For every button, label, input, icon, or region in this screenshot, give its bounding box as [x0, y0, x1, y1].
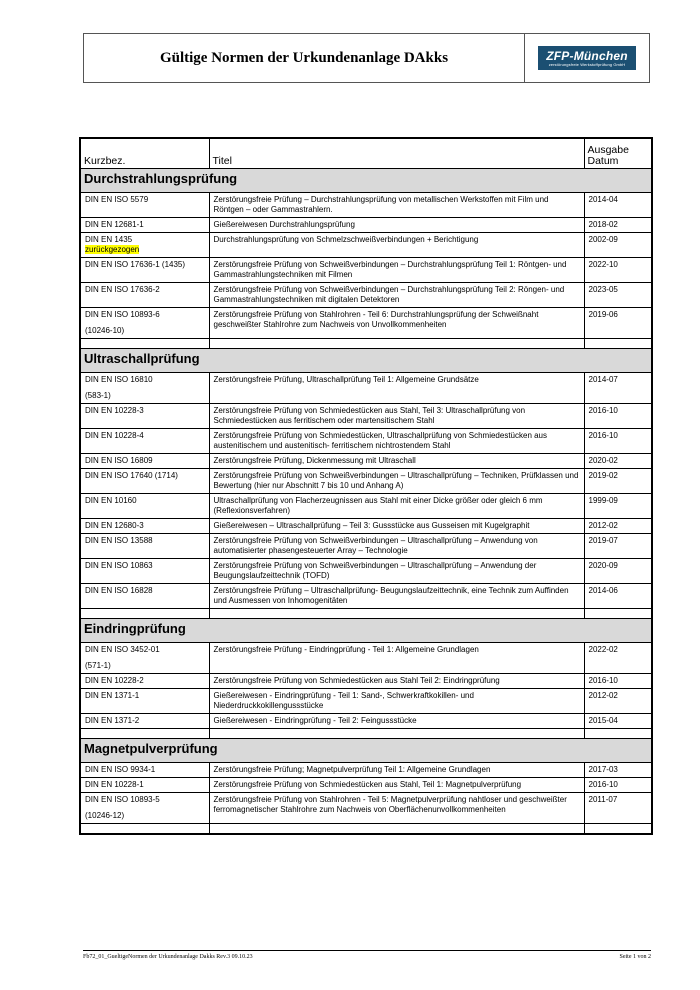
norm-code: DIN EN 10228-3 — [85, 406, 144, 415]
norm-title: Gießereiwesen – Ultraschallprüfung – Teil 3: Gussstücke aus Gusseisen mit Kugelgraphit — [209, 519, 584, 534]
norm-title: Gießereiwesen - Eindringprüfung - Teil 2: Feingussstücke — [209, 714, 584, 729]
norm-title: Zerstörungsfreie Prüfung von Stahlrohren - Teil 5: Magnetpulverprüfung nahtloser und geschweißter ferromagnetischer Stahlrohre zum Nachweis von Oberflächenunvollkommenheiten — [209, 793, 584, 824]
table-row — [80, 469, 652, 494]
norm-code: DIN EN 1371-1 — [85, 691, 140, 700]
norm-code-cell — [80, 519, 209, 534]
norm-code-cell — [80, 404, 209, 429]
norms-table-body — [80, 138, 652, 834]
norm-code-cell — [80, 534, 209, 559]
table-row — [80, 308, 652, 339]
spacer-cell — [80, 609, 209, 619]
logo-cell — [525, 34, 649, 82]
section-title: Ultraschallprüfung — [80, 349, 652, 373]
norm-date: 2014-07 — [584, 373, 652, 404]
norm-code: DIN EN 1435 — [85, 235, 133, 244]
norm-code-cell — [80, 689, 209, 714]
norm-date: 2019-07 — [584, 534, 652, 559]
norm-date: 2019-06 — [584, 308, 652, 339]
former-norm-code: (10246-10) — [85, 326, 125, 335]
norm-code: DIN EN ISO 17636-2 — [85, 285, 160, 294]
table-row — [80, 778, 652, 793]
norm-code: DIN EN 10228-1 — [85, 780, 144, 789]
table-row — [80, 763, 652, 778]
norm-code: DIN EN ISO 16810 — [85, 375, 153, 384]
norm-code: DIN EN 10228-2 — [85, 676, 144, 685]
norm-code: DIN EN ISO 16828 — [85, 586, 153, 595]
norm-date: 2020-09 — [584, 559, 652, 584]
norm-date: 2018-02 — [584, 218, 652, 233]
norm-code-cell — [80, 218, 209, 233]
norm-code-cell — [80, 494, 209, 519]
spacer-cell — [584, 339, 652, 349]
norm-code: DIN EN 1371-2 — [85, 716, 140, 725]
norm-title: Zerstörungsfreie Prüfung; Magnetpulverprüfung Teil 1: Allgemeine Grundlagen — [209, 763, 584, 778]
norm-code: DIN EN 10160 — [85, 496, 137, 505]
norm-code-cell — [80, 454, 209, 469]
norm-code: DIN EN 12680-3 — [85, 521, 144, 530]
norm-title: Gießereiwesen Durchstrahlungsprüfung — [209, 218, 584, 233]
norm-title: Zerstörungsfreie Prüfung von Schmiedestücken, Ultraschallprüfung von Schmiedestücken aus austenitischem und austenitisch- ferritischem nichtrostendem Stahl — [209, 429, 584, 454]
norm-title: Zerstörungsfreie Prüfung von Schweißverbindungen – Ultraschallprüfung – Anwendung von automatisierter phasengesteuerter Array – Technologie — [209, 534, 584, 559]
norm-title: Zerstörungsfreie Prüfung, Ultraschallprüfung Teil 1: Allgemeine Grundsätze — [209, 373, 584, 404]
section-title: Magnetpulverprüfung — [80, 739, 652, 763]
spacer-cell — [209, 339, 584, 349]
spacer-cell — [209, 729, 584, 739]
table-row — [80, 494, 652, 519]
norm-date: 2017-03 — [584, 763, 652, 778]
norm-title: Zerstörungsfreie Prüfung - Eindringprüfung - Teil 1: Allgemeine Grundlagen — [209, 643, 584, 674]
section-title: Durchstrahlungsprüfung — [80, 169, 652, 193]
norm-code: DIN EN ISO 13588 — [85, 536, 153, 545]
norm-code: DIN EN ISO 3452-01 — [85, 645, 160, 654]
column-header-title: Titel — [209, 138, 584, 169]
norm-date: 2022-10 — [584, 258, 652, 283]
spacer-cell — [80, 729, 209, 739]
norm-title: Zerstörungsfreie Prüfung – Ultraschallprüfung- Beugungslaufzeittechnik, eine Technik zum Auffinden und Ausmessen von Inhomogenitäten — [209, 584, 584, 609]
norm-code-cell — [80, 373, 209, 404]
norm-date: 2020-02 — [584, 454, 652, 469]
norm-title: Zerstörungsfreie Prüfung von Schmiedestücken aus Stahl, Teil 3: Ultraschallprüfung von Schmiedestücken aus ferritischem oder martensitischem Stahl — [209, 404, 584, 429]
spacer-cell — [80, 339, 209, 349]
norm-date: 2012-02 — [584, 689, 652, 714]
norm-date: 1999-09 — [584, 494, 652, 519]
table-row — [80, 519, 652, 534]
spacer-cell — [584, 824, 652, 835]
logo-subtext: zerstörungsfreie Werkstoffprüfung GmbH — [548, 61, 626, 67]
table-row — [80, 714, 652, 729]
table-header-row — [80, 138, 652, 169]
norm-date: 2012-02 — [584, 519, 652, 534]
norm-date: 2016-10 — [584, 404, 652, 429]
footer-document-ref: Fb72_01_GueltigeNormen der Urkundenanlage Dakks Rev.3 09.10.23 — [83, 954, 253, 960]
norm-code-cell — [80, 469, 209, 494]
table-row — [80, 643, 652, 674]
table-row — [80, 793, 652, 824]
norm-code-cell — [80, 714, 209, 729]
footer-page-number: Seite 1 von 2 — [619, 954, 651, 960]
section-row — [80, 739, 652, 763]
norm-code-cell — [80, 674, 209, 689]
company-logo — [538, 46, 636, 70]
norm-code: DIN EN ISO 9934-1 — [85, 765, 156, 774]
spacer-cell — [209, 609, 584, 619]
norm-date: 2016-10 — [584, 674, 652, 689]
spacer-cell — [584, 609, 652, 619]
norm-code: DIN EN ISO 17640 (1714) — [85, 471, 178, 480]
former-norm-code: (583-1) — [85, 391, 111, 400]
norm-title: Zerstörungsfreie Prüfung von Schweißverbindungen – Durchstrahlungsprüfung Teil 1: Röntgen- und Gammastrahlungstechniken mit Filmen — [209, 258, 584, 283]
norm-code: DIN EN ISO 10893-5 — [85, 795, 160, 804]
logo-text: ZFP-München — [546, 48, 628, 63]
spacer-row — [80, 824, 652, 835]
spacer-row — [80, 339, 652, 349]
norm-code-cell — [80, 258, 209, 283]
section-row — [80, 619, 652, 643]
norm-title: Zerstörungsfreie Prüfung von Schweißverbindungen – Durchstrahlungsprüfung Teil 2: Röngen- und Gammastrahlungstechniken mit digitalen Detektoren — [209, 283, 584, 308]
norm-date: 2023-05 — [584, 283, 652, 308]
norm-code-cell — [80, 429, 209, 454]
norm-code-cell — [80, 559, 209, 584]
norm-title: Zerstörungsfreie Prüfung, Dickenmessung mit Ultraschall — [209, 454, 584, 469]
norm-code-cell — [80, 763, 209, 778]
norm-title: Zerstörungsfreie Prüfung von Schweißverbindungen – Ultraschallprüfung – Techniken, Prüfklassen und Bewertung (hier nur Abschnitt 7 bis 10 und Anhang A) — [209, 469, 584, 494]
column-header-code: Kurzbez. — [80, 138, 209, 169]
document-header — [83, 33, 650, 83]
norm-code: DIN EN ISO 16809 — [85, 456, 153, 465]
spacer-cell — [584, 729, 652, 739]
norm-code-cell — [80, 793, 209, 824]
norm-date: 2016-10 — [584, 778, 652, 793]
norm-date: 2016-10 — [584, 429, 652, 454]
spacer-row — [80, 729, 652, 739]
norm-code: DIN EN ISO 5579 — [85, 195, 149, 204]
table-row — [80, 534, 652, 559]
norm-date: 2011-07 — [584, 793, 652, 824]
norm-code-cell — [80, 643, 209, 674]
former-norm-code: (10246-12) — [85, 811, 125, 820]
table-row — [80, 258, 652, 283]
spacer-row — [80, 609, 652, 619]
norm-date: 2015-04 — [584, 714, 652, 729]
norm-code-cell — [80, 778, 209, 793]
norm-code: DIN EN ISO 17636-1 (1435) — [85, 260, 186, 269]
section-row — [80, 349, 652, 373]
norm-title: Gießereiwesen - Eindringprüfung - Teil 1: Sand-, Schwerkraftkokillen- und Niederdruckkokillengussstücke — [209, 689, 584, 714]
table-row — [80, 233, 652, 258]
table-row — [80, 559, 652, 584]
norm-title: Ultraschallprüfung von Flacherzeugnissen aus Stahl mit einer Dicke größer oder gleich 6 mm (Reflexionsverfahren) — [209, 494, 584, 519]
spacer-cell — [80, 824, 209, 835]
table-row — [80, 193, 652, 218]
norm-date: 2022-02 — [584, 643, 652, 674]
norm-code-cell — [80, 584, 209, 609]
table-row — [80, 674, 652, 689]
table-row — [80, 218, 652, 233]
norm-title: Zerstörungsfreie Prüfung von Stahlrohren - Teil 6: Durchstrahlungsprüfung der Schweißnaht geschweißter Stahlrohre zum Nachweis von Unvollkommenheiten — [209, 308, 584, 339]
norm-code-cell — [80, 233, 209, 258]
table-row — [80, 373, 652, 404]
norm-title: Zerstörungsfreie Prüfung – Durchstrahlungsprüfung von metallischen Werkstoffen mit Film und Röntgen – oder Gammastrahlern. — [209, 193, 584, 218]
table-row — [80, 454, 652, 469]
norm-code-cell — [80, 308, 209, 339]
table-row — [80, 584, 652, 609]
norm-code: DIN EN 12681-1 — [85, 220, 144, 229]
norm-code: DIN EN 10228-4 — [85, 431, 144, 440]
norm-date: 2002-09 — [584, 233, 652, 258]
table-row — [80, 429, 652, 454]
section-row — [80, 169, 652, 193]
norm-code: DIN EN ISO 10863 — [85, 561, 153, 570]
norm-title: Durchstrahlungsprüfung von Schmelzschweißverbindungen + Berichtigung — [209, 233, 584, 258]
table-row — [80, 404, 652, 429]
norm-date: 2019-02 — [584, 469, 652, 494]
norm-date: 2014-06 — [584, 584, 652, 609]
norm-code-cell — [80, 193, 209, 218]
norms-table — [79, 137, 653, 835]
norm-title: Zerstörungsfreie Prüfung von Schmiedestücken aus Stahl, Teil 1: Magnetpulverprüfung — [209, 778, 584, 793]
column-header-date: Ausgabe Datum — [584, 138, 652, 169]
footer-rule — [83, 950, 651, 951]
table-row — [80, 283, 652, 308]
norm-code: DIN EN ISO 10893-6 — [85, 310, 160, 319]
norm-title: Zerstörungsfreie Prüfung von Schweißverbindungen – Ultraschallprüfung – Anwendung der Beugungslaufzeittechnik (TOFD) — [209, 559, 584, 584]
former-norm-code: (571-1) — [85, 661, 111, 670]
norm-date: 2014-04 — [584, 193, 652, 218]
document-title: Gültige Normen der Urkundenanlage DAkks — [84, 34, 525, 82]
table-row — [80, 689, 652, 714]
withdrawn-note: zurückgezogen — [85, 245, 140, 254]
norm-title: Zerstörungsfreie Prüfung von Schmiedestücken aus Stahl Teil 2: Eindringprüfung — [209, 674, 584, 689]
norm-code-cell — [80, 283, 209, 308]
spacer-cell — [209, 824, 584, 835]
section-title: Eindringprüfung — [80, 619, 652, 643]
